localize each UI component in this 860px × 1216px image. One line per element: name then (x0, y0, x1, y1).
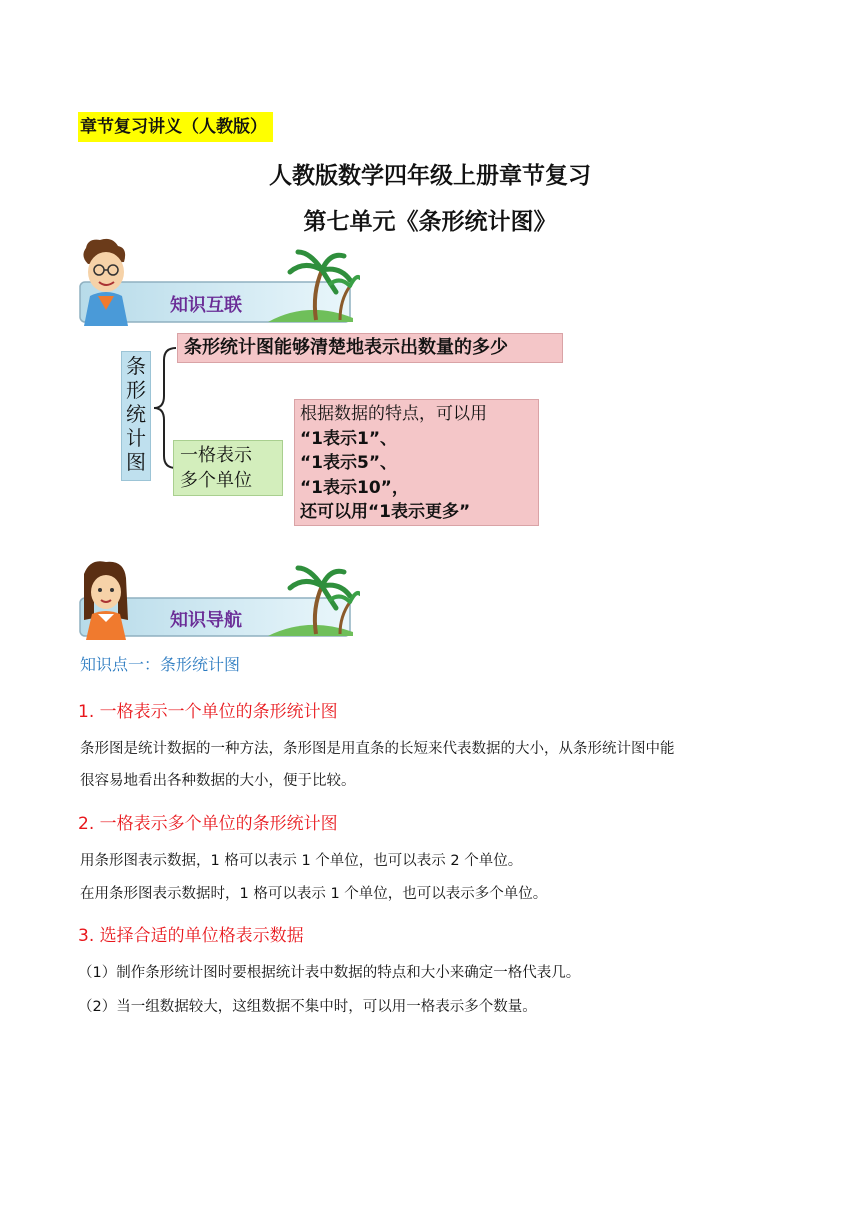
paragraph-line: 条形图是统计数据的一种方法，条形图是用直条的长短来代表数据的大小，从条形统计图中能 (80, 741, 675, 757)
branch-right-line: 还可以用“1表示更多” (300, 502, 471, 522)
banner-label: 知识互联 (170, 295, 242, 316)
branch-right-line: “1表示10”， (300, 477, 409, 498)
mindmap-branch-top: 条形统计图能够清楚地表示出数量的多少 (177, 333, 563, 363)
subsection-heading: 1. 一格表示一个单位的条形统计图 (78, 702, 338, 722)
unit-title: 第七单元《条形统计图》 (303, 208, 557, 235)
root-char: 统 (126, 402, 146, 426)
paragraph-line: 用条形图表示数据，1 格可以表示 1 个单位，也可以表示 2 个单位。 (80, 853, 523, 869)
root-char: 条 (126, 354, 146, 378)
paragraph-line: 很容易地看出各种数据的大小，便于比较。 (80, 773, 356, 789)
branch-right-line: “1表示5”、 (300, 453, 398, 473)
paragraph-line: （2）当一组数据较大，这组数据不集中时，可以用一格表示多个数量。 (78, 999, 537, 1015)
branch-right-line: “1表示1”、 (300, 428, 398, 449)
header-tag: 章节复习讲义（人教版） (78, 112, 273, 142)
subsection-heading: 2. 一格表示多个单位的条形统计图 (78, 814, 338, 834)
root-char: 图 (126, 450, 146, 474)
paragraph-line: 在用条形图表示数据时，1 格可以表示 1 个单位，也可以表示多个单位。 (80, 886, 548, 902)
branch-mid-line: 多个单位 (180, 470, 252, 491)
knowledge-link-banner (78, 238, 360, 326)
section-title: 知识点一：条形统计图 (80, 655, 241, 674)
mindmap-root (121, 351, 151, 481)
branch-right-line: 根据数据的特点，可以用 (300, 404, 487, 424)
banner-label: 知识导航 (170, 610, 242, 631)
root-char: 计 (126, 426, 146, 450)
subsection-heading: 3. 选择合适的单位格表示数据 (78, 926, 304, 946)
knowledge-nav-banner (78, 560, 360, 648)
girl-avatar-icon (84, 561, 128, 640)
page-title: 人教版数学四年级上册章节复习 (269, 162, 591, 189)
root-char: 形 (126, 378, 146, 402)
paragraph-line: （1）制作条形统计图时要根据统计表中数据的特点和大小来确定一格代表几。 (78, 965, 581, 981)
mindmap-branch-right (294, 399, 539, 526)
branch-mid-line: 一格表示 (180, 445, 252, 466)
mindmap-branch-mid (173, 440, 283, 496)
